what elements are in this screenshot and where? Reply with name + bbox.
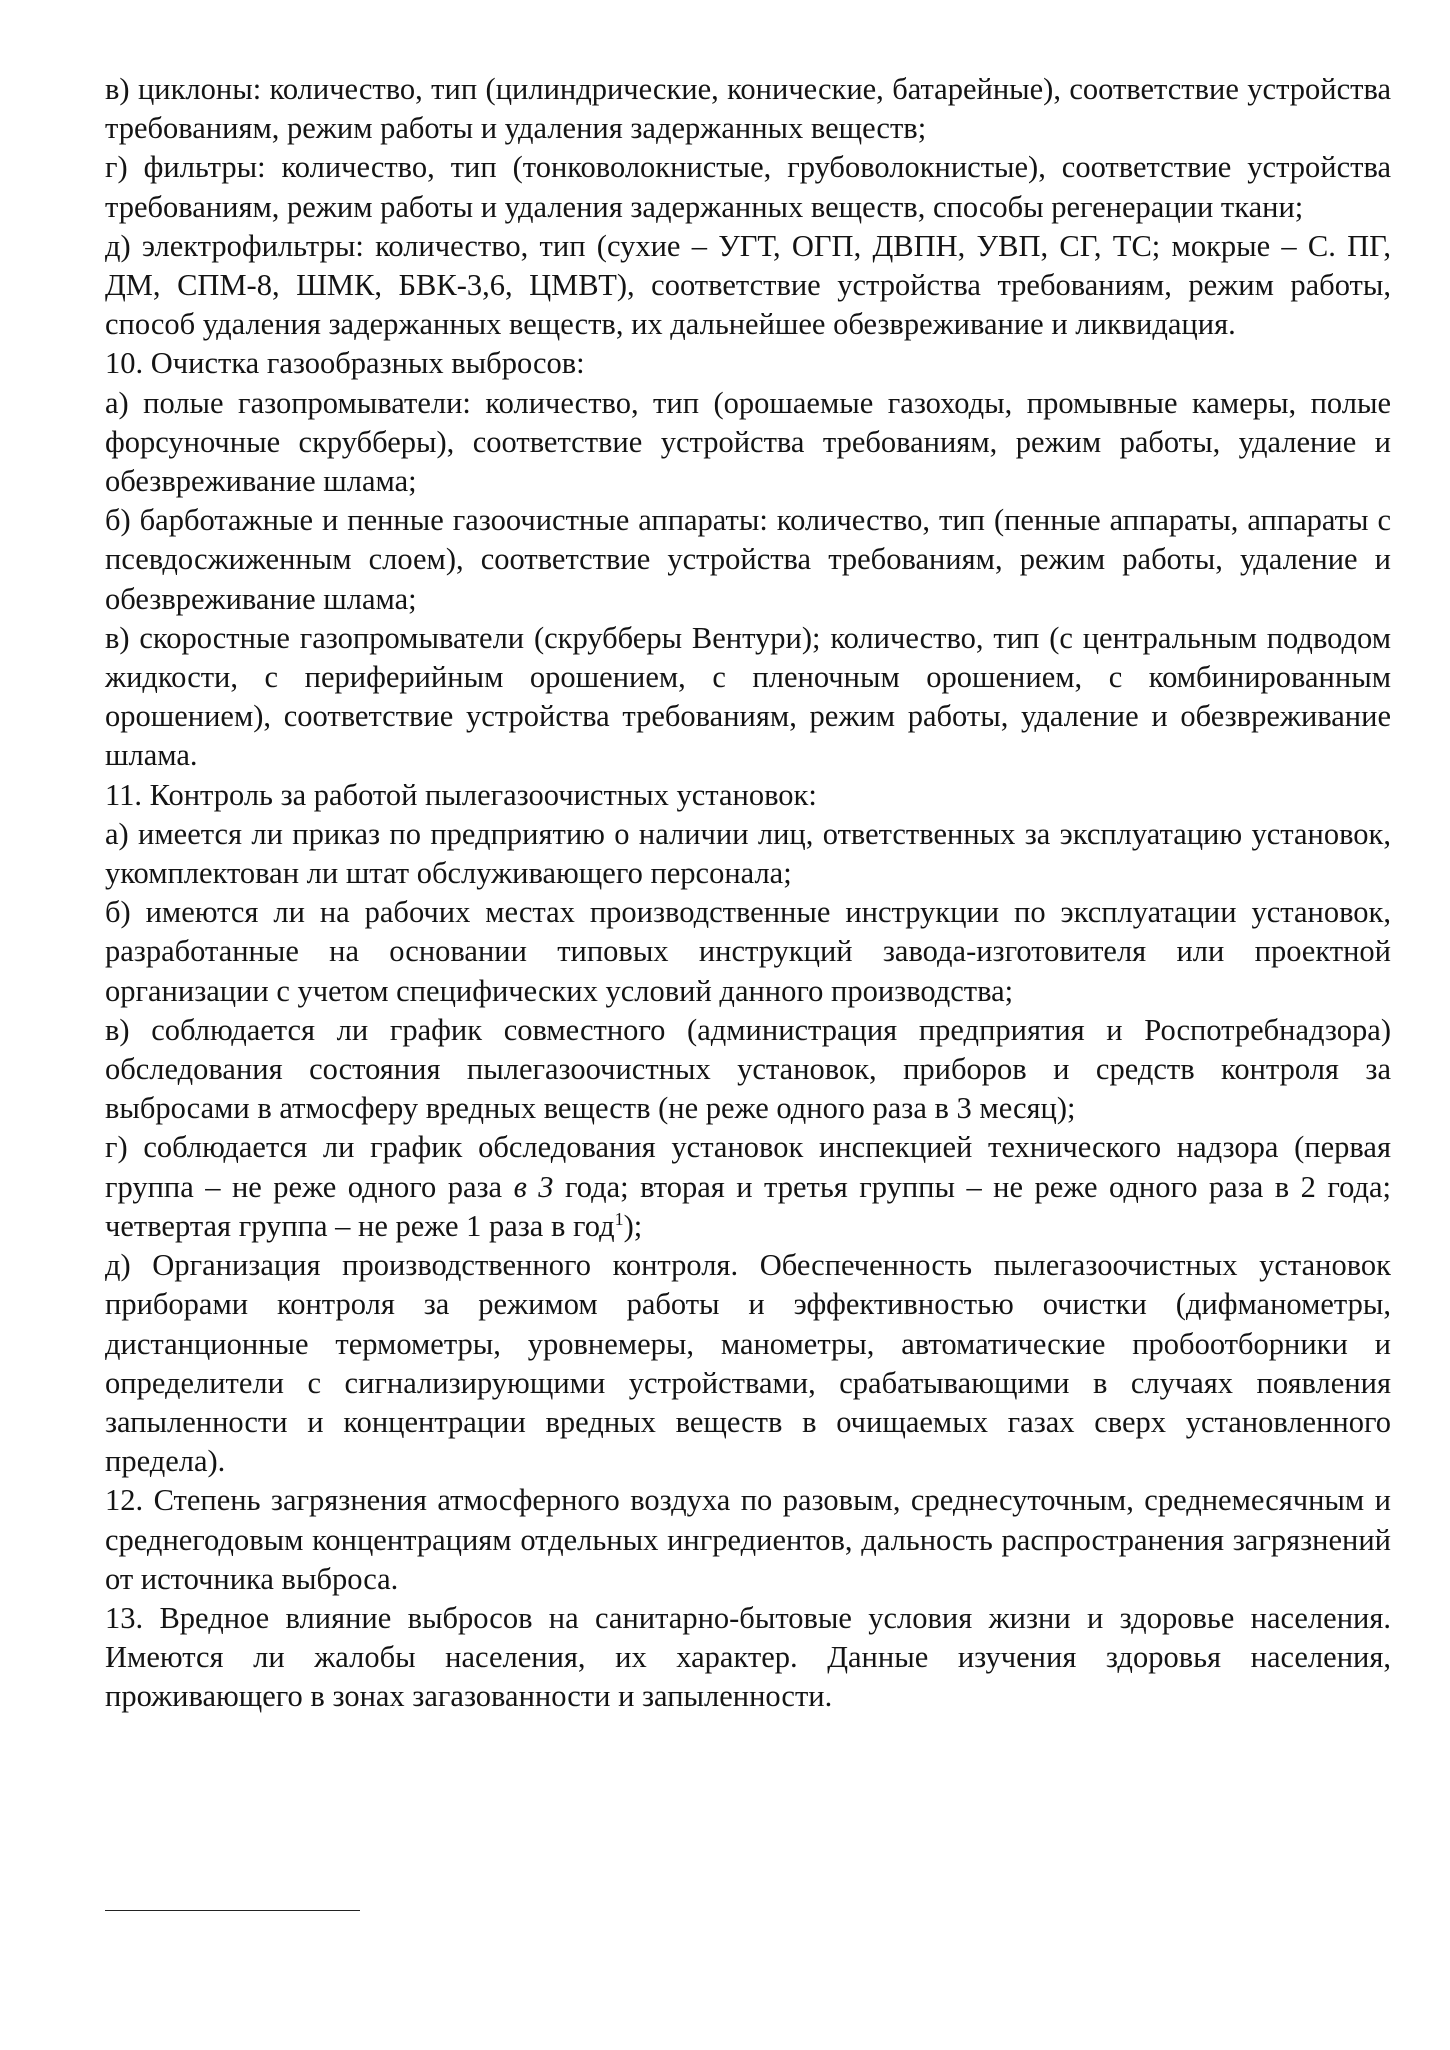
footnote-separator: [105, 1910, 360, 1911]
item-g-text-start: г) соблюдается ли график обследования установок инспекцией технического надзора (первая группа – не реже одного раза: [105, 1130, 1391, 1204]
item-g-technical-inspection: [105, 1128, 1391, 1246]
item-a-hollow-scrubbers: а) полые газопромыватели: количество, тип (орошаемые газоходы, промывные камеры, полые форсуночные скрубберы), соответствие устройства требованиям, режим работы, удаление и обезвреживание шлама;: [105, 385, 1391, 499]
item-g-filters: г) фильтры: количество, тип (тонковолокнистые, грубоволокнистые), соответствие устройства требованиям, режим работы и удаления задержанных веществ, способы регенерации ткани;: [105, 150, 1391, 224]
section-11-heading: 11. Контроль за работой пылегазоочистных установок:: [105, 777, 817, 812]
item-b-bubbling-apparatus: б) барботажные и пенные газоочистные аппараты: количество, тип (пенные аппараты, аппараты с псевдосжиженным слоем), соответствие устройства требованиям, режим работы, удаление и обезвреживание шлама;: [105, 503, 1391, 616]
item-g-text-end: );: [623, 1208, 643, 1243]
item-g-text-middle: года; вторая и третья группы – не реже одного раза в 2 года; четвертая группа – не реже 1 раза в год: [105, 1169, 1391, 1243]
item-v-venturi-scrubbers: в) скоростные газопромыватели (скрубберы Вентури); количество, тип (с центральным подводом жидкости, с периферийным орошением, с пленочным орошением, с комбинированным орошением), соответствие устройства требованиям, режим работы, удаление и обезвреживание шлама.: [105, 620, 1391, 773]
section-10-heading: 10. Очистка газообразных выбросов:: [105, 346, 585, 381]
section-13: 13. Вредное влияние выбросов на санитарно-бытовые условия жизни и здоровье населения. Имеются ли жалобы населения, их характер. Данные изучения здоровья населения, проживающего в зонах загазованности и запыленности.: [105, 1600, 1391, 1714]
footnote-reference: 1: [614, 1208, 624, 1229]
item-d-production-control: д) Организация производственного контроля. Обеспеченность пылегазоочистных установок приборами контроля за режимом работы и эффективностью очистки (дифманометры, дистанционные термометры, уровнемеры, манометры, автоматические пробоотборники и определители с сигнализирующими устройствами, срабатывающими в случаях появления запыленности и концентрации вредных веществ в очищаемых газах сверх установленного предела).: [105, 1248, 1391, 1479]
item-b-instructions: б) имеются ли на рабочих местах производственные инструкции по эксплуатации установок, разработанные на основании типовых инструкций завода-изготовителя или проектной организации с учетом специфических условий данного производства;: [105, 895, 1391, 1008]
document-body: [105, 70, 1391, 1717]
item-a-order: а) имеется ли приказ по предприятию о наличии лиц, ответственных за эксплуатацию установок, укомплектован ли штат обслуживающего персонала;: [105, 816, 1391, 891]
item-g-italic-fragment: в 3: [513, 1169, 554, 1204]
item-d-electrofilters: д) электрофильтры: количество, тип (сухие – УГТ, ОГП, ДВПН, УВП, СГ, ТС; мокрые – С. ПГ, ДМ, СПМ-8, ШМК, БВК-3,6, ЦМВТ), соответствие устройства требованиям, режим работы, способ удаления задержанных веществ, их дальнейшее обезвреживание и ликвидация.: [105, 228, 1391, 342]
item-v-joint-inspection: в) соблюдается ли график совместного (администрация предприятия и Роспотребнадзора) обследования состояния пылегазоочистных установок, приборов и средств контроля за выбросами в атмосферу вредных веществ (не реже одного раза в 3 месяц);: [105, 1012, 1391, 1126]
section-12: 12. Степень загрязнения атмосферного воздуха по разовым, среднесуточным, среднемесячным и среднегодовым концентрациям отдельных ингредиентов, дальность распространения загрязнений от источника выброса.: [105, 1483, 1391, 1596]
item-v-cyclones: в) циклоны: количество, тип (цилиндрические, конические, батарейные), соответствие устройства требованиям, режим работы и удаления задержанных веществ;: [105, 72, 1391, 146]
